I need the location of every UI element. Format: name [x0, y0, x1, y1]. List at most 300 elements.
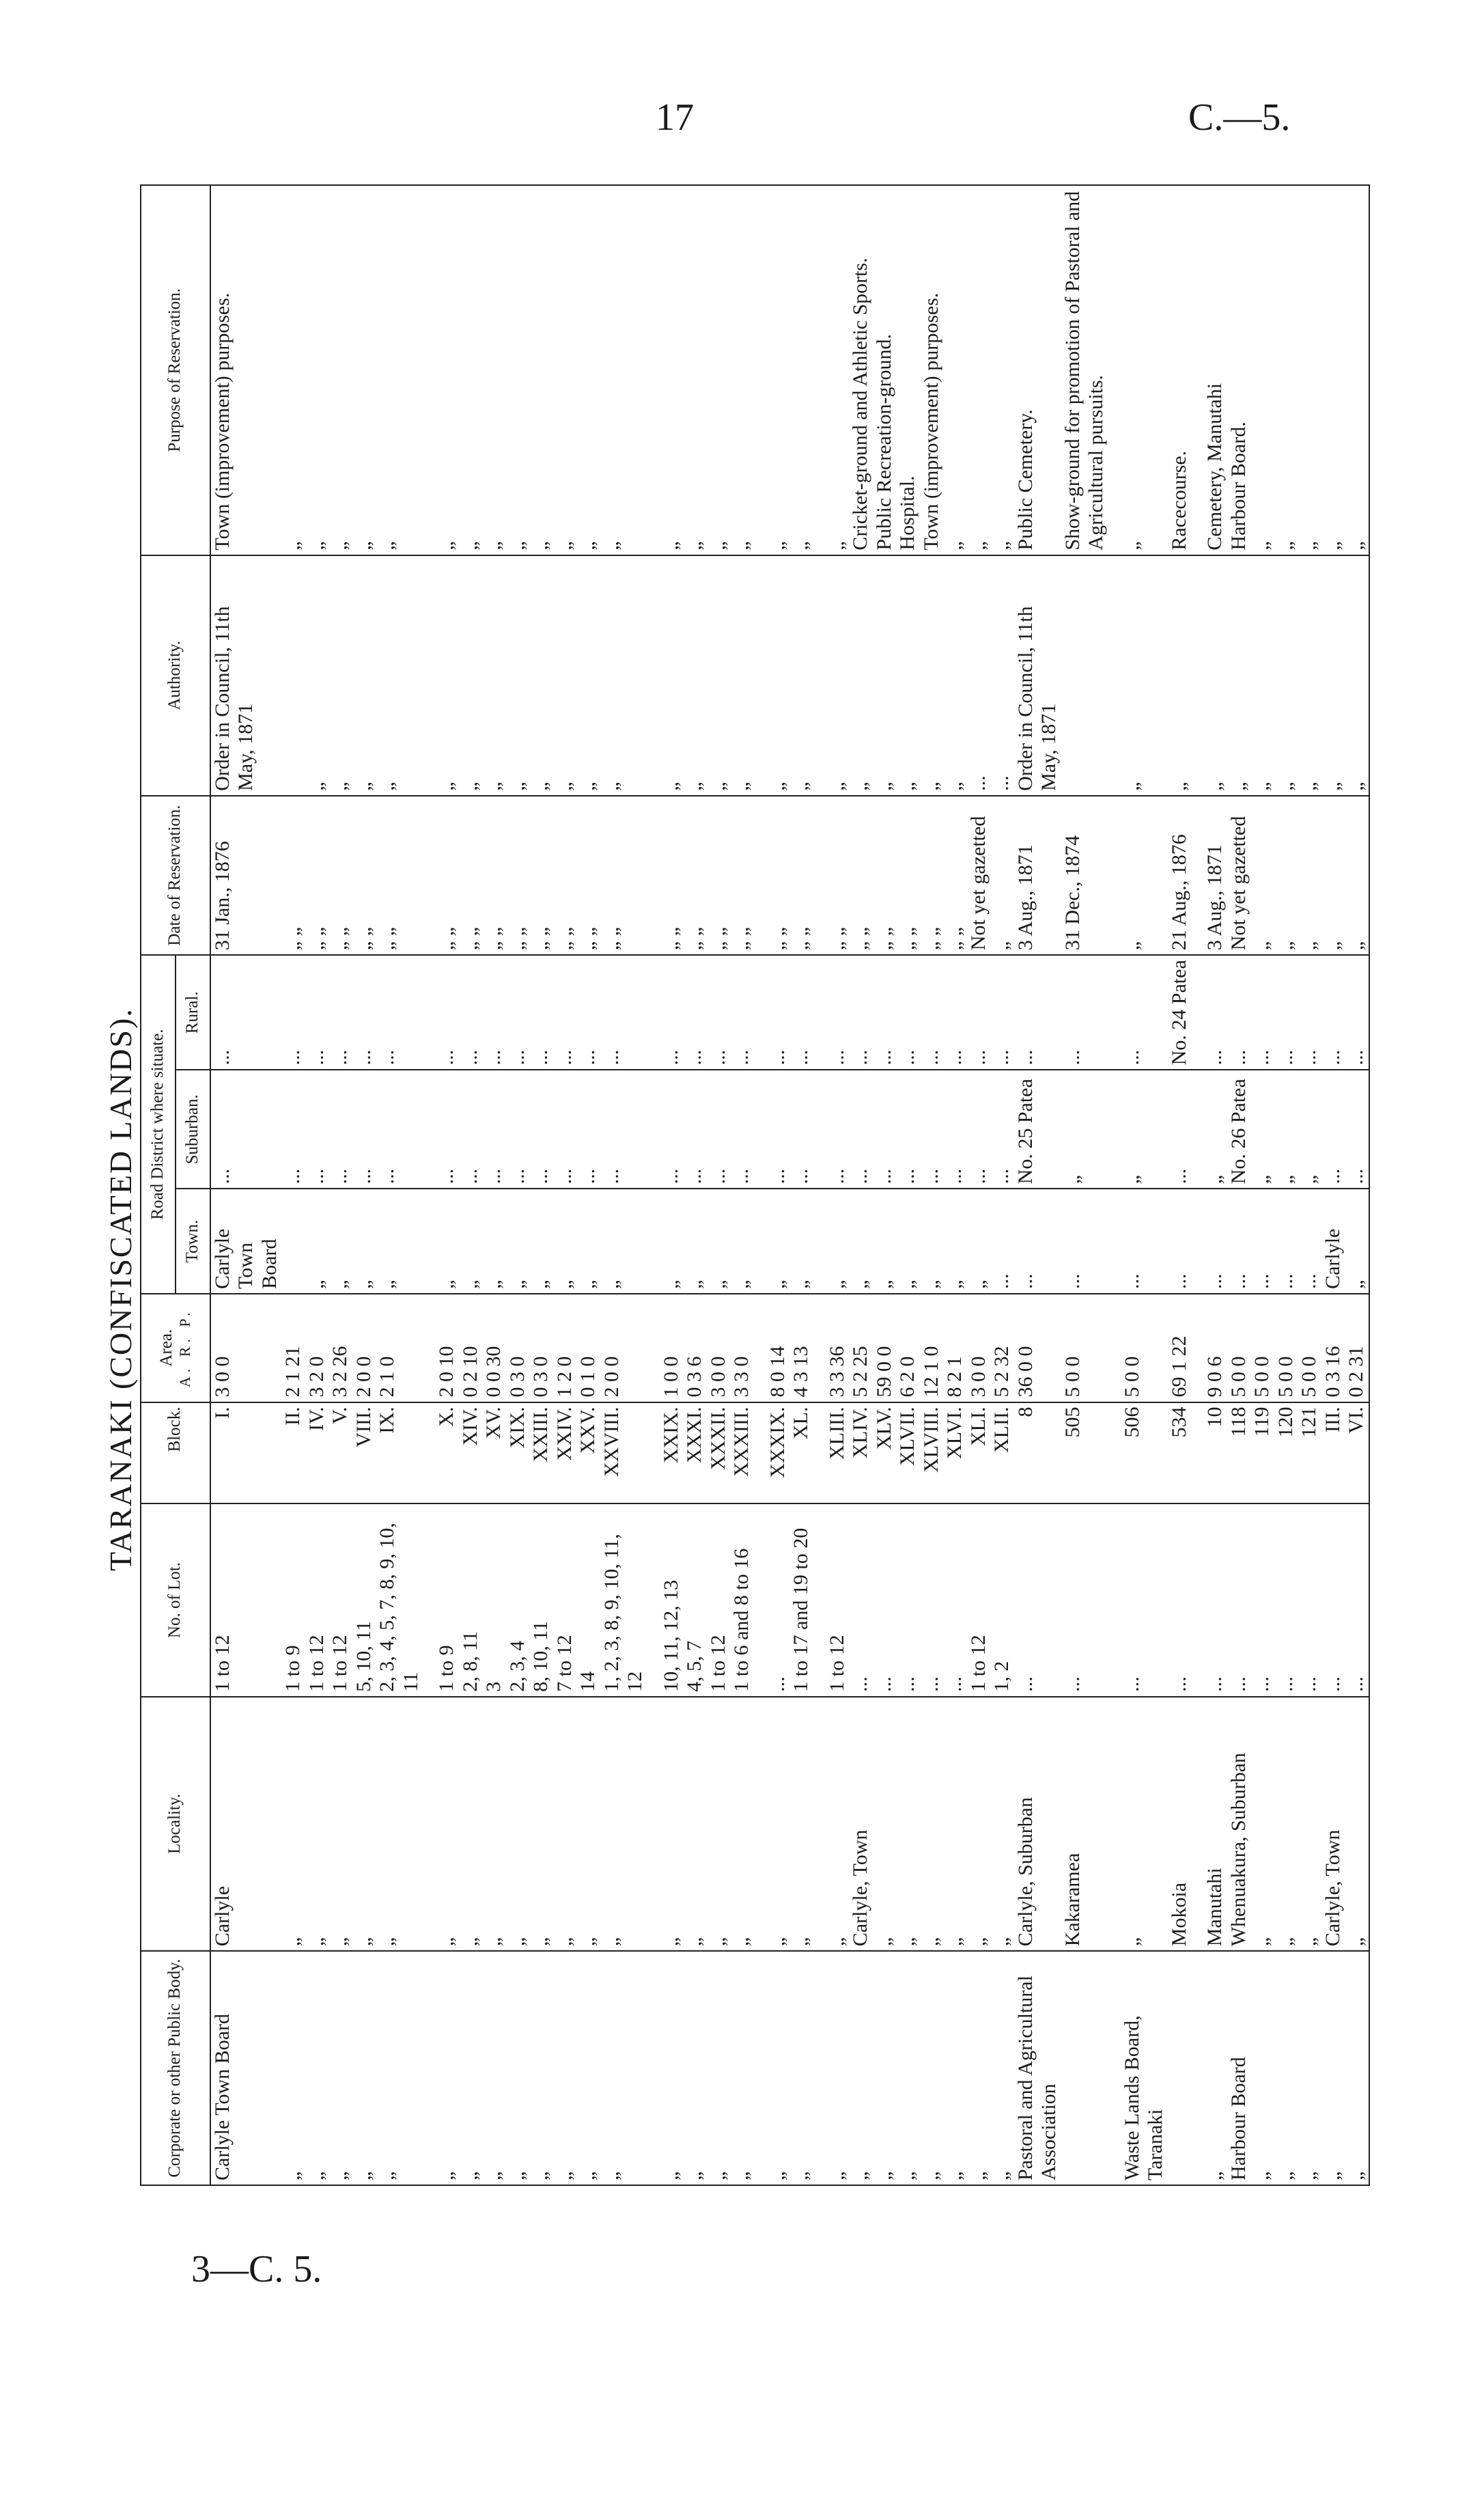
cell-authority: „ [826, 555, 850, 796]
cell-town: „ [553, 1189, 577, 1294]
cell-rural: ... [576, 955, 600, 1070]
spacer-cell [1191, 1503, 1203, 1696]
cell-block: XL. [789, 1402, 813, 1504]
cell-locality: „ [826, 1697, 850, 1952]
table-row [482, 185, 506, 2185]
cell-body: „ [600, 1951, 647, 2185]
table-row [849, 185, 873, 2185]
cell-suburban: „ [1121, 1070, 1168, 1189]
cell-town: „ [896, 1189, 920, 1294]
cell-area: 2 1 0 [376, 1294, 423, 1402]
cell-block: XXIV. [553, 1402, 577, 1504]
cell-lot: ... [1250, 1503, 1274, 1696]
table-row [553, 185, 577, 2185]
cell-rural: ... [1121, 955, 1168, 1070]
cell-area: 1 2 0 [553, 1294, 577, 1402]
table-row [1061, 185, 1108, 2185]
cell-area: 3 2 0 [305, 1294, 329, 1402]
spacer-cell [813, 1951, 826, 2185]
row-spacer [423, 185, 435, 2185]
spacer-cell [647, 1951, 660, 2185]
cell-date: „ „ [766, 796, 790, 955]
cell-block: XXIII. [529, 1402, 553, 1504]
table-row [281, 185, 305, 2185]
spacer-cell [647, 955, 660, 1070]
cell-locality: „ [873, 1697, 897, 1952]
cell-authority: „ [1121, 555, 1168, 796]
cell-locality: „ [281, 1697, 305, 1952]
cell-town: ... [1298, 1189, 1321, 1294]
table-row [826, 185, 850, 2185]
spacer-cell [423, 1070, 435, 1189]
cell-town: ... [1061, 1189, 1108, 1294]
row-spacer [1108, 185, 1121, 2185]
cell-authority: ... [967, 555, 991, 796]
cell-area: 0 3 6 [683, 1294, 707, 1402]
cell-rural: ... [482, 955, 506, 1070]
cell-block: VI. [1345, 1402, 1369, 1504]
spacer-cell [813, 1070, 826, 1189]
cell-suburban: ... [210, 1070, 282, 1189]
spacer-cell [1108, 1697, 1121, 1952]
spacer-cell [813, 555, 826, 796]
cell-body: „ [1321, 1951, 1345, 2185]
cell-area: 0 3 0 [529, 1294, 553, 1402]
cell-suburban: ... [553, 1070, 577, 1189]
cell-purpose: „ [683, 185, 707, 555]
cell-date: „ „ [920, 796, 944, 955]
spacer-cell [423, 1697, 435, 1952]
cell-date: 31 Dec., 1874 [1061, 796, 1108, 955]
cell-purpose: „ [1345, 185, 1369, 555]
cell-suburban: ... [789, 1070, 813, 1189]
cell-rural: ... [849, 955, 873, 1070]
cell-area: 6 2 0 [896, 1294, 920, 1402]
spacer-cell [423, 185, 435, 555]
cell-lot: 1 to 17 and 19 to 20 [789, 1503, 813, 1696]
cell-suburban: ... [660, 1070, 684, 1189]
cell-lot: 1 to 9 [281, 1503, 305, 1696]
cell-block: 118 [1227, 1402, 1251, 1504]
cell-area: 59 0 0 [873, 1294, 897, 1402]
spacer-cell [423, 1189, 435, 1294]
spacer-cell [1108, 796, 1121, 955]
cell-suburban: ... [506, 1070, 530, 1189]
table-row [1203, 185, 1227, 2185]
cell-lot: ... [1345, 1503, 1369, 1696]
cell-block: I. [210, 1402, 282, 1504]
spacer-cell [1191, 1070, 1203, 1189]
spacer-cell [1108, 1294, 1121, 1402]
header-authority: Authority. [141, 555, 210, 796]
cell-purpose: „ [967, 185, 991, 555]
cell-town: „ [376, 1189, 423, 1294]
cell-lot: 1 to 12 [826, 1503, 850, 1696]
cell-purpose: „ [529, 185, 553, 555]
spacer-cell [813, 1503, 826, 1696]
spacer-cell [1108, 185, 1121, 555]
table-row [967, 185, 991, 2185]
cell-body: „ [435, 1951, 459, 2185]
cell-rural: No. 24 Patea [1168, 955, 1192, 1070]
spacer-cell [754, 796, 766, 955]
cell-body: „ [553, 1951, 577, 2185]
cell-locality: Whenuakura, Suburban [1227, 1697, 1251, 1952]
cell-authority: „ [1250, 555, 1274, 796]
cell-lot: 4, 5, 7 [683, 1503, 707, 1696]
cell-lot: 3 [482, 1503, 506, 1696]
table-row [1014, 185, 1061, 2185]
page-number: 17 [656, 96, 694, 139]
cell-town: ... [1121, 1189, 1168, 1294]
cell-rural: ... [1203, 955, 1227, 1070]
cell-body: „ [529, 1951, 553, 2185]
cell-date: „ „ [328, 796, 352, 955]
table-row [730, 185, 754, 2185]
cell-body: „ [1298, 1951, 1321, 2185]
cell-body: „ [826, 1951, 850, 2185]
cell-town: „ [920, 1189, 944, 1294]
cell-rural: ... [1274, 955, 1298, 1070]
cell-lot: ... [1203, 1503, 1227, 1696]
spacer-cell [1191, 955, 1203, 1070]
header-locality: Locality. [141, 1697, 210, 1952]
cell-authority [1061, 555, 1108, 796]
cell-town: „ [576, 1189, 600, 1294]
spacer-cell [423, 555, 435, 796]
cell-town [281, 1189, 305, 1294]
cell-locality: „ [553, 1697, 577, 1952]
cell-town: „ [600, 1189, 647, 1294]
cell-suburban: No. 26 Patea [1227, 1070, 1251, 1189]
cell-date: „ [1250, 796, 1274, 955]
cell-suburban: ... [600, 1070, 647, 1189]
spacer-cell [647, 1294, 660, 1402]
cell-rural: ... [943, 955, 967, 1070]
cell-block: IV. [305, 1402, 329, 1504]
cell-date: „ „ [707, 796, 731, 955]
cell-block: V. [328, 1402, 352, 1504]
cell-block: III. [1321, 1402, 1345, 1504]
cell-rural: ... [730, 955, 754, 1070]
cell-rural: ... [766, 955, 790, 1070]
cell-locality: Carlyle [210, 1697, 282, 1952]
document-code-bottom: 3—C. 5. [191, 2248, 322, 2290]
cell-block: 505 [1061, 1402, 1108, 1504]
cell-authority: „ [352, 555, 376, 796]
cell-suburban: ... [305, 1070, 329, 1189]
cell-area: 2 1 21 [281, 1294, 305, 1402]
cell-rural: ... [435, 955, 459, 1070]
cell-lot: ... [1121, 1503, 1168, 1696]
cell-block: XXXIX. [766, 1402, 790, 1504]
cell-date: „ „ [826, 796, 850, 955]
cell-locality: „ [730, 1697, 754, 1952]
header-block: Block. [141, 1402, 210, 1504]
cell-lot: ... [943, 1503, 967, 1696]
cell-purpose: „ [482, 185, 506, 555]
spacer-cell [754, 1070, 766, 1189]
cell-lot: ... [920, 1503, 944, 1696]
header-date: Date of Reservation. [141, 796, 210, 955]
cell-suburban: ... [352, 1070, 376, 1189]
cell-suburban: ... [435, 1070, 459, 1189]
cell-locality: „ [967, 1697, 991, 1952]
cell-area: 12 1 0 [920, 1294, 944, 1402]
spacer-cell [1191, 1294, 1203, 1402]
cell-town: Carlyle Town Board [210, 1189, 282, 1294]
table-row [1121, 185, 1168, 2185]
spacer-cell [754, 1402, 766, 1504]
cell-locality: „ [1121, 1697, 1168, 1952]
cell-date: „ [1345, 796, 1369, 955]
cell-town: „ [943, 1189, 967, 1294]
cell-area: 2 0 0 [600, 1294, 647, 1402]
cell-locality: Manutahi [1203, 1697, 1227, 1952]
cell-rural: ... [328, 955, 352, 1070]
table-row [435, 185, 459, 2185]
table-row [660, 185, 684, 2185]
row-spacer [647, 185, 660, 2185]
cell-suburban: ... [896, 1070, 920, 1189]
cell-lot: 1 to 12 [305, 1503, 329, 1696]
cell-date: „ „ [683, 796, 707, 955]
cell-block: XV. [482, 1402, 506, 1504]
cell-body: „ [376, 1951, 423, 2185]
cell-authority: „ [529, 555, 553, 796]
cell-purpose: „ [352, 185, 376, 555]
cell-town: „ [506, 1189, 530, 1294]
cell-purpose: Show-ground for promotion of Pastoral and Agricultural pursuits. [1061, 185, 1108, 555]
spacer-cell [1191, 1189, 1203, 1294]
table-row [766, 185, 790, 2185]
cell-purpose: Town (improvement) purposes. [210, 185, 282, 555]
cell-suburban: ... [683, 1070, 707, 1189]
cell-lot: 1 to 6 and 8 to 16 [730, 1503, 754, 1696]
cell-block: XXIX. [660, 1402, 684, 1504]
cell-body: „ [873, 1951, 897, 2185]
spacer-cell [1191, 555, 1203, 796]
cell-town: „ [766, 1189, 790, 1294]
cell-authority: „ [576, 555, 600, 796]
cell-date: „ „ [482, 796, 506, 955]
table-row [459, 185, 483, 2185]
cell-purpose: „ [730, 185, 754, 555]
cell-body: Waste Lands Board, Taranaki [1121, 1951, 1168, 2185]
cell-town: „ [707, 1189, 731, 1294]
cell-area: 5 0 0 [1274, 1294, 1298, 1402]
cell-rural: ... [920, 955, 944, 1070]
cell-date: „ [1121, 796, 1168, 955]
cell-purpose: „ [1274, 185, 1298, 555]
cell-locality: „ [506, 1697, 530, 1952]
cell-purpose: „ [943, 185, 967, 555]
table-row [920, 185, 944, 2185]
cell-purpose: „ [459, 185, 483, 555]
cell-rural: ... [789, 955, 813, 1070]
cell-suburban: ... [459, 1070, 483, 1189]
spacer-cell [647, 185, 660, 555]
cell-rural: ... [210, 955, 282, 1070]
cell-authority: „ [1298, 555, 1321, 796]
spacer-cell [423, 1951, 435, 2185]
spacer-cell [423, 1503, 435, 1696]
cell-block: XLII. [990, 1402, 1014, 1504]
spacer-cell [1191, 185, 1203, 555]
cell-lot: 1 to 12 [707, 1503, 731, 1696]
cell-purpose: Cemetery, Manutahi [1203, 185, 1227, 555]
page-title: TARANAKI (CONFISCATED LANDS). [103, 1008, 138, 1571]
table-row [506, 185, 530, 2185]
cell-body: „ [683, 1951, 707, 2185]
cell-authority: „ [600, 555, 647, 796]
cell-rural: ... [1227, 955, 1251, 1070]
cell-town: ... [990, 1189, 1014, 1294]
cell-area: 3 3 36 [826, 1294, 850, 1402]
spacer-cell [754, 185, 766, 555]
spacer-cell [754, 1503, 766, 1696]
cell-authority: „ [943, 555, 967, 796]
cell-rural: ... [1061, 955, 1108, 1070]
cell-date: „ „ [873, 796, 897, 955]
cell-body [1061, 1951, 1108, 2185]
cell-authority: „ [1274, 555, 1298, 796]
spacer-cell [1191, 1402, 1203, 1504]
cell-block: XXVIII. [600, 1402, 647, 1504]
cell-suburban: ... [990, 1070, 1014, 1189]
cell-suburban: ... [920, 1070, 944, 1189]
cell-locality: „ [352, 1697, 376, 1952]
table-row [1298, 185, 1321, 2185]
cell-suburban: ... [826, 1070, 850, 1189]
cell-authority: „ [1168, 555, 1192, 796]
spacer-cell [813, 955, 826, 1070]
cell-authority: „ [849, 555, 873, 796]
spacer-cell [754, 1697, 766, 1952]
cell-authority: „ [683, 555, 707, 796]
cell-purpose: „ [1250, 185, 1274, 555]
cell-authority: „ [896, 555, 920, 796]
cell-locality: „ [707, 1697, 731, 1952]
cell-area: 5 0 0 [1121, 1294, 1168, 1402]
cell-suburban: ... [328, 1070, 352, 1189]
table-row [352, 185, 376, 2185]
cell-lot: 10, 11, 12, 13 [660, 1503, 684, 1696]
header-purpose: Purpose of Reservation. [141, 185, 210, 555]
cell-area: 9 0 6 [1203, 1294, 1227, 1402]
cell-date: „ „ [660, 796, 684, 955]
cell-block: XLIV. [849, 1402, 873, 1504]
table-row [1168, 185, 1192, 2185]
cell-authority: „ [920, 555, 944, 796]
cell-body: „ [707, 1951, 731, 2185]
header-area-label: Area. [156, 1329, 176, 1367]
spacer-cell [647, 1402, 660, 1504]
spacer-cell [1108, 1402, 1121, 1504]
table-row [943, 185, 967, 2185]
cell-block: XLVII. [896, 1402, 920, 1504]
cell-authority: „ [459, 555, 483, 796]
cell-locality: „ [766, 1697, 790, 1952]
table-row [990, 185, 1014, 2185]
cell-body: „ [459, 1951, 483, 2185]
cell-lot: 1 to 12 [210, 1503, 282, 1696]
spacer-cell [754, 1294, 766, 1402]
table-body [210, 185, 1369, 2185]
table-row [1274, 185, 1298, 2185]
cell-authority [281, 555, 305, 796]
cell-body: „ [576, 1951, 600, 2185]
cell-body [1168, 1951, 1192, 2185]
cell-suburban: ... [376, 1070, 423, 1189]
document-code-top: C.—5. [1188, 96, 1291, 139]
cell-rural: ... [459, 955, 483, 1070]
cell-town: „ [529, 1189, 553, 1294]
cell-lot: ... [1298, 1503, 1321, 1696]
cell-rural: ... [707, 955, 731, 1070]
cell-area: 2 0 0 [352, 1294, 376, 1402]
spacer-cell [1108, 1189, 1121, 1294]
cell-lot: 8, 10, 11 [529, 1503, 553, 1696]
cell-area: 3 0 0 [210, 1294, 282, 1402]
table-row [576, 185, 600, 2185]
cell-purpose: „ [576, 185, 600, 555]
cell-body: „ [967, 1951, 991, 2185]
cell-rural: ... [1298, 955, 1321, 1070]
table-row [789, 185, 813, 2185]
cell-area: 0 3 0 [506, 1294, 530, 1402]
cell-date: „ „ [896, 796, 920, 955]
cell-rural: ... [660, 955, 684, 1070]
cell-block: XXXIII. [730, 1402, 754, 1504]
cell-area: 3 0 0 [707, 1294, 731, 1402]
cell-town: „ [873, 1189, 897, 1294]
cell-rural: ... [600, 955, 647, 1070]
cell-rural: ... [1014, 955, 1061, 1070]
cell-block: XXXI. [683, 1402, 707, 1504]
spacer-cell [813, 1402, 826, 1504]
cell-date: 31 Jan., 1876 [210, 796, 282, 955]
spacer-cell [1108, 955, 1121, 1070]
cell-rural: ... [352, 955, 376, 1070]
cell-locality: Carlyle, Town [1321, 1697, 1345, 1952]
cell-town: „ [826, 1189, 850, 1294]
cell-lot: 2, 8, 11 [459, 1503, 483, 1696]
cell-date: „ „ [600, 796, 647, 955]
cell-authority: „ [707, 555, 731, 796]
cell-body: „ [990, 1951, 1014, 2185]
cell-block: 10 [1203, 1402, 1227, 1504]
cell-suburban: ... [1321, 1070, 1345, 1189]
cell-date: Not yet gazetted [1227, 796, 1251, 955]
cell-suburban: ... [576, 1070, 600, 1189]
cell-purpose: Racecourse. [1168, 185, 1192, 555]
cell-authority: „ [1321, 555, 1345, 796]
cell-suburban: „ [1203, 1070, 1227, 1189]
cell-body: Pastoral and Agricultural Association [1014, 1951, 1061, 2185]
cell-block: XLVI. [943, 1402, 967, 1504]
spacer-cell [1191, 1951, 1203, 2185]
cell-area: 0 3 16 [1321, 1294, 1345, 1402]
cell-area: 5 2 25 [849, 1294, 873, 1402]
cell-purpose: „ [435, 185, 459, 555]
cell-area: 8 2 1 [943, 1294, 967, 1402]
cell-rural: ... [529, 955, 553, 1070]
cell-block: X. [435, 1402, 459, 1504]
cell-body: „ [943, 1951, 967, 2185]
cell-purpose: „ [553, 185, 577, 555]
cell-purpose: „ [789, 185, 813, 555]
